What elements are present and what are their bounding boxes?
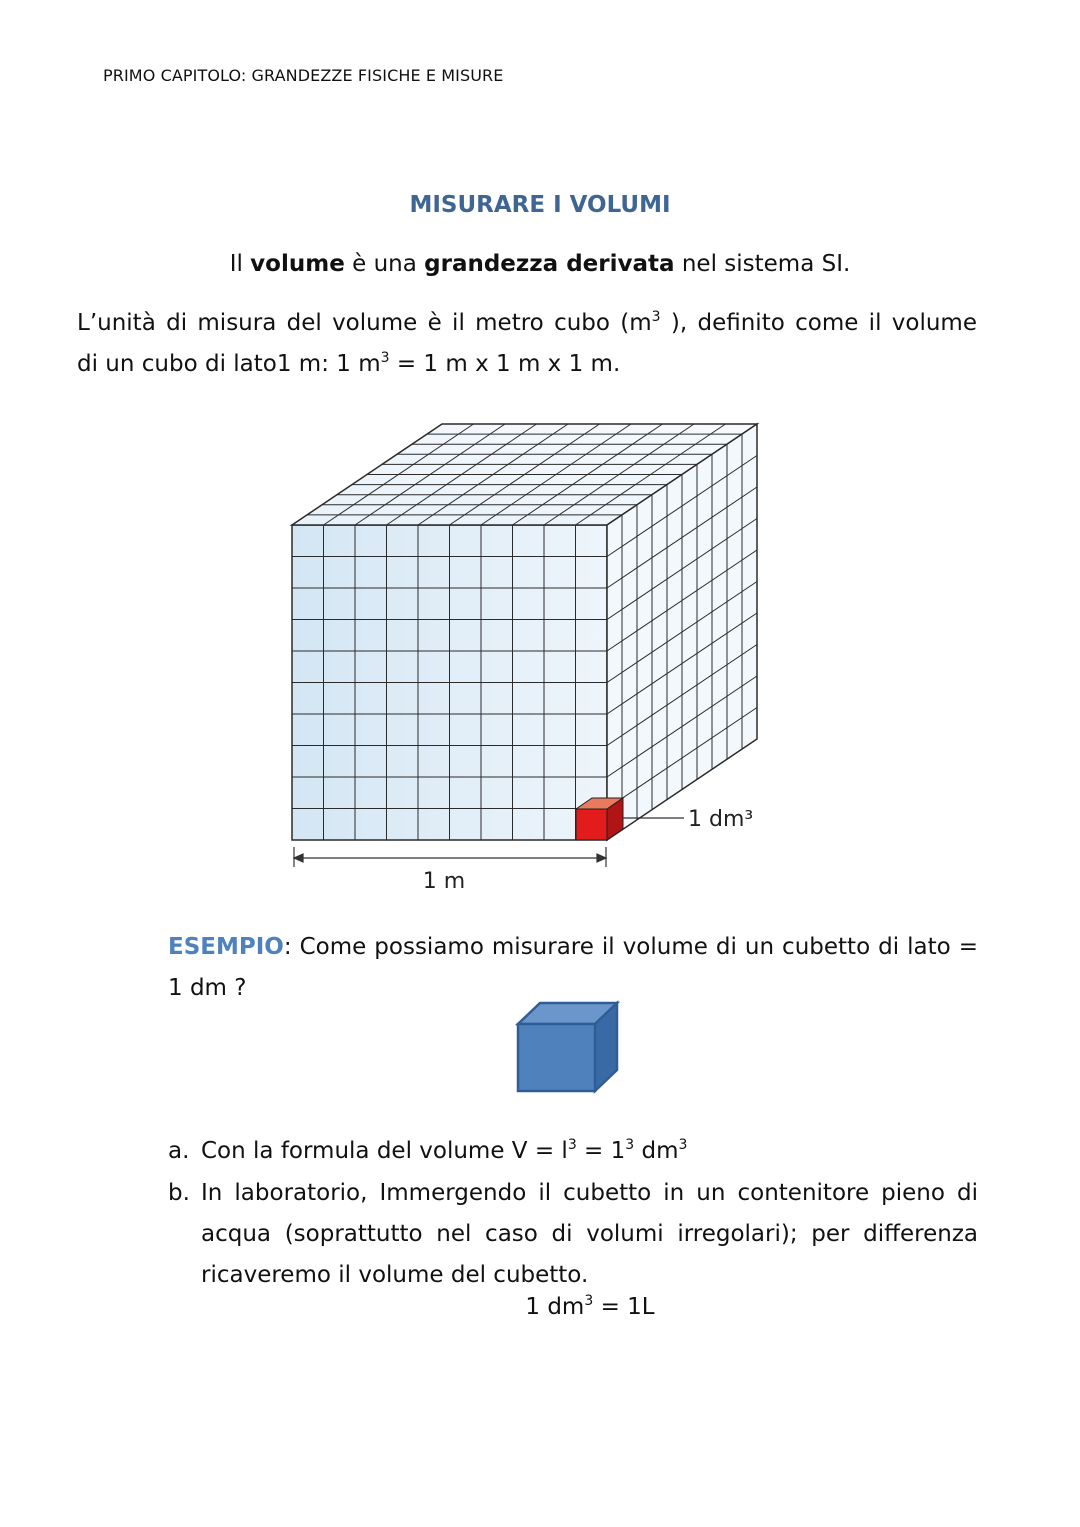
- list-text-b: In laboratorio, Immergendo il cubetto in un contenitore pieno di acqua (soprattutto nel caso di volumi irregolari); per differenza ricaveremo il volume del cubetto.: [201, 1180, 978, 1288]
- red-unit-cube: [576, 798, 623, 840]
- example-line-1: [168, 927, 978, 968]
- example-question: : Come possiamo misurare il volume di un cubetto di lato =: [283, 934, 978, 960]
- list-marker-b: b.: [168, 1180, 190, 1206]
- cubic-meter-cube: [292, 424, 757, 840]
- example-line-2: 1 dm ?: [168, 975, 247, 1001]
- definition-line-2: di un cubo di lato1 m: 1 $m^3 = 1$ m x 1 m x 1 m.: [77, 350, 621, 377]
- intro-text-1: Il: [229, 251, 251, 277]
- intro-text-2: è una: [344, 251, 425, 277]
- page-title: MISURARE I VOLUMI: [409, 192, 671, 218]
- intro-text-3: nel sistema SI.: [674, 251, 851, 277]
- edge-length-label: 1 m: [422, 869, 466, 894]
- list-marker-a: a.: [168, 1138, 190, 1164]
- definition-line-1: L’unità di misura del volume è il metro cubo ($m^3$ ), definito come il volume: [77, 309, 977, 336]
- cube-figure: [270, 410, 790, 900]
- edge-dimension: [294, 847, 606, 867]
- blue-cube-icon: [515, 1000, 625, 1100]
- volume-equivalence: 1 $dm^3 = 1L$: [525, 1293, 655, 1320]
- example-label: ESEMPIO: [168, 934, 284, 960]
- intro-bold-derived: grandezza derivata: [424, 251, 675, 277]
- example-paragraph: [168, 927, 978, 1009]
- intro-sentence: [0, 251, 1080, 277]
- list-item-b: [168, 1173, 978, 1296]
- list-item-a: [168, 1131, 978, 1172]
- definition-paragraph: [77, 303, 977, 385]
- unit-cube-label: 1 dm³: [688, 807, 754, 832]
- intro-bold-volume: volume: [250, 251, 345, 277]
- list-text-a: Con la formula del volume $V = l^3 = 1^3$ $dm^3$: [201, 1137, 688, 1164]
- page-header: PRIMO CAPITOLO: GRANDEZZE FISICHE E MISURE: [103, 66, 504, 85]
- red-cube-front: [576, 809, 607, 840]
